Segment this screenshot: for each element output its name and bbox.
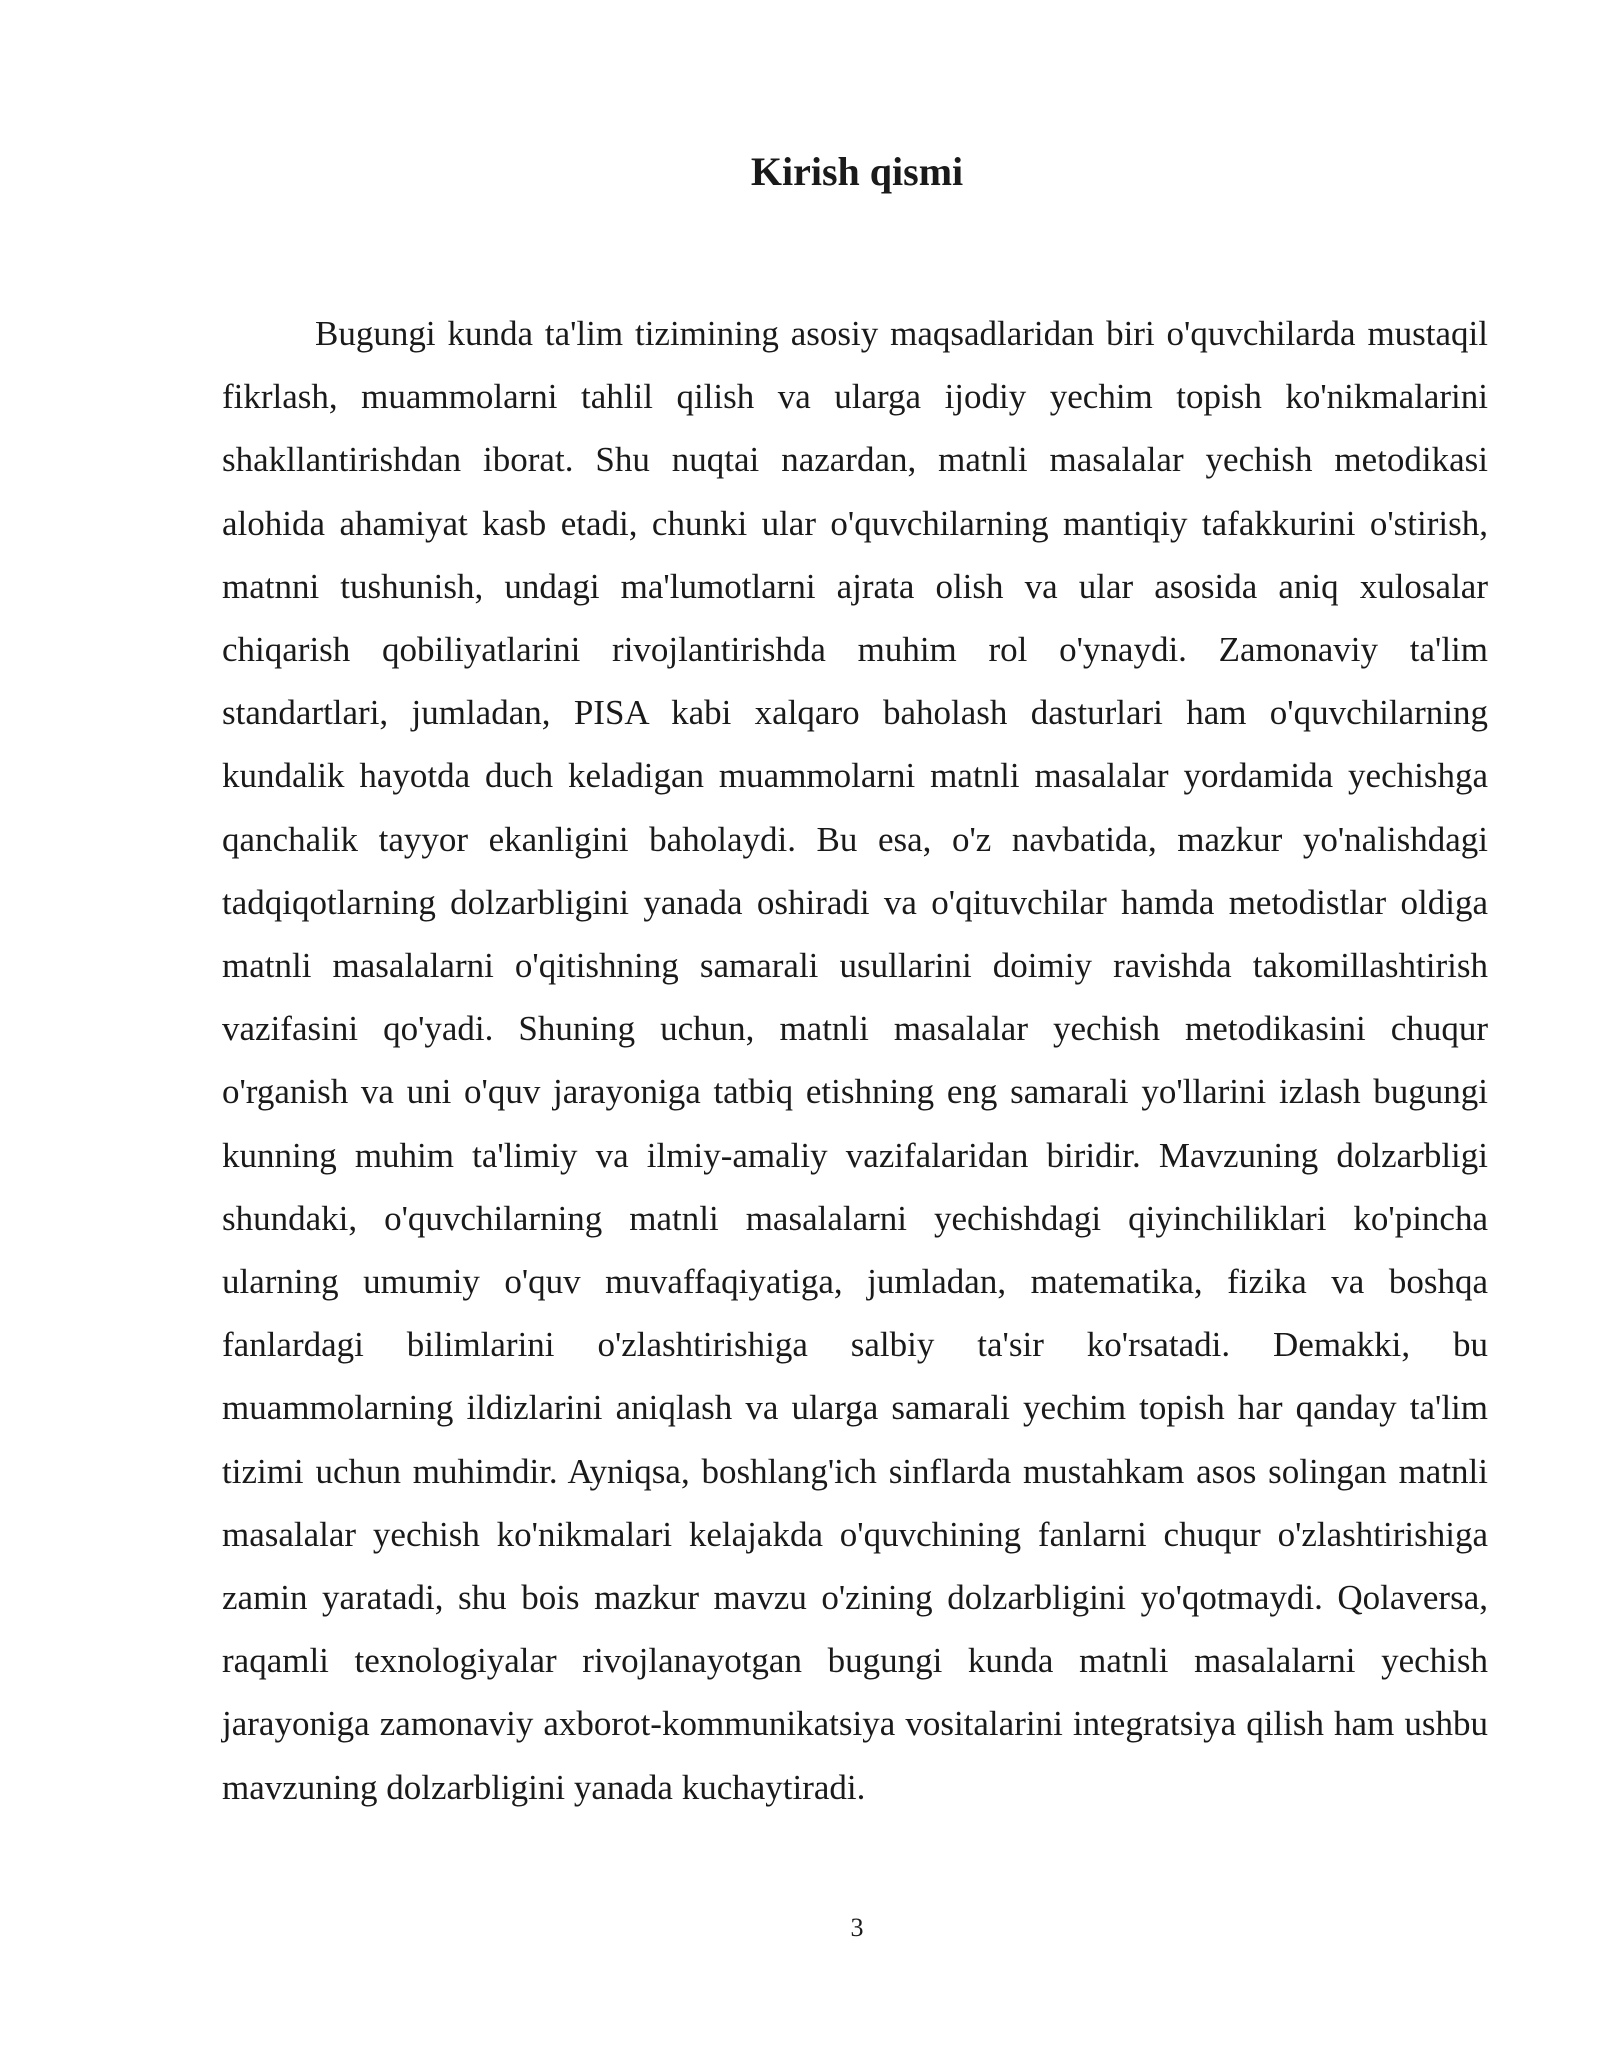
body-paragraph: Bugungi kunda ta'lim tizimining asosiy maqsadlaridan biri o'quvchilarda mustaqil fikrlash, muammolarni tahlil qilish va ularga ijodiy yechim topish ko'nikmalarini shakllantirishdan iborat. Shu nuqtai nazardan, matnli masalalar yechish metodikasi alohida ahamiyat kasb etadi, chunki ular o'quvchilarning mantiqiy tafakkurini o'stirish, matnni tushunish, undagi ma'lumotlarni ajrata olish va ular asosida aniq xulosalar chiqarish qobiliyatlarini rivojlantirishda muhim rol o'ynaydi. Zamonaviy ta'lim standartlari, jumladan, PISA kabi xalqaro baholash dasturlari ham o'quvchilarning kundalik hayotda duch keladigan muammolarni matnli masalalar yordamida yechishga qanchalik tayyor ekanligini baholaydi. Bu esa, o'z navbatida, mazkur yo'nalishdagi tadqiqotlarning dolzarbligini yanada oshiradi va o'qituvchilar hamda metodistlar oldiga matnli masalalarni o'qitishning samarali usullarini doimiy ravishda takomillashtirish vazifasini qo'yadi. Shuning uchun, matnli masalalar yechish metodikasini chuqur o'rganish va uni o'quv jarayoniga tatbiq etishning eng samarali yo'llarini izlash bugungi kunning muhim ta'limiy va ilmiy-amaliy vazifalaridan biridir. Mavzuning dolzarbligi shundaki, o'quvchilarning matnli masalalarni yechishdagi qiyinchiliklari ko'pincha ularning umumiy o'quv muvaffaqiyatiga, jumladan, matematika, fizika va boshqa fanlardagi bilimlarini o'zlashtirishiga salbiy ta'sir ko'rsatadi. Demakki, bu muammolarning ildizlarini aniqlash va ularga samarali yechim topish har qanday ta'lim tizimi uchun muhimdir. Ayniqsa, boshlang'ich sinflarda mustahkam asos solingan matnli masalalar yechish ko'nikmalari kelajakda o'quvchining fanlarni chuqur o'zlashtirishiga zamin yaratadi, shu bois mazkur mavzu o'zining dolzarbligini yo'qotmaydi. Qolaversa, raqamli texnologiyalar rivojlanayotgan bugungi kunda matnli masalalarni yechish jarayoniga zamonaviy axborot-kommunikatsiya vositalarini integratsiya qilish ham ushbu mavzuning dolzarbligini yanada kuchaytiradi.: [222, 314, 1488, 1807]
page-number: 3: [850, 1913, 864, 1942]
page-title: Kirish qismi: [750, 149, 964, 194]
